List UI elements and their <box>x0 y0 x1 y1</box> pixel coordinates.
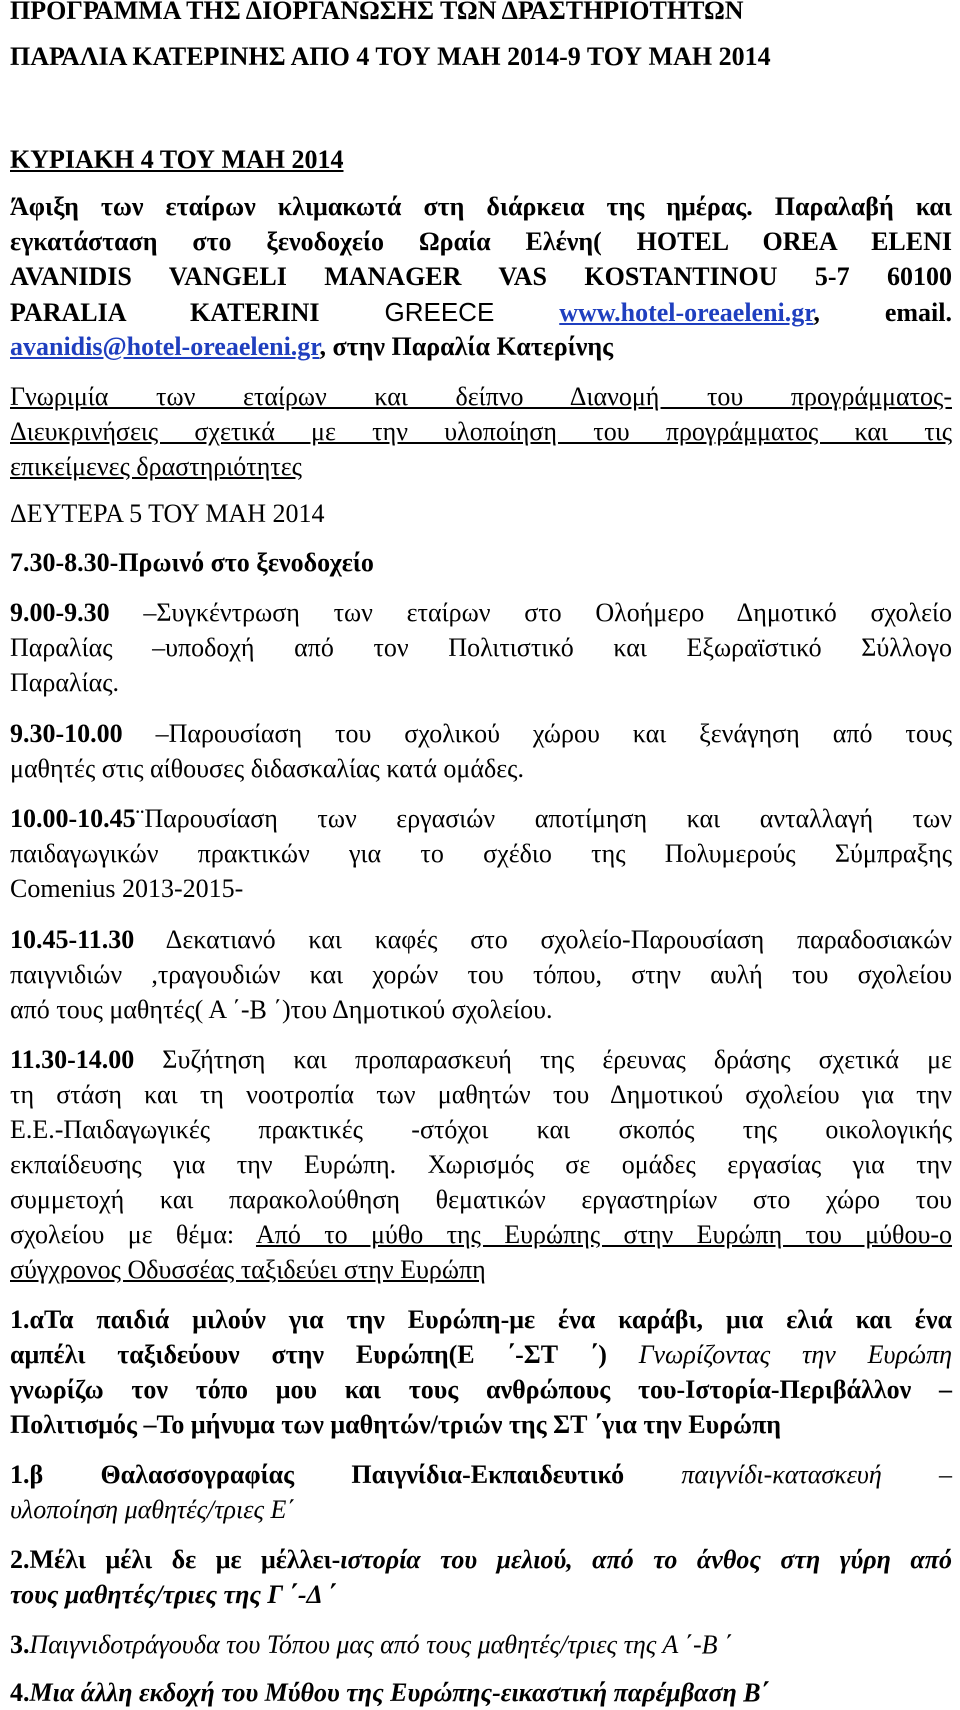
workshop-1a-title: αμπέλι ταξιδεύουν στην Ευρώπη(Ε ΄-ΣΤ ΄) <box>10 1340 639 1369</box>
session-snack-line-1 <box>10 923 952 957</box>
hotel-website-link[interactable]: www.hotel-oreaeleni.gr <box>559 298 814 327</box>
workshop-1a-line-3: γνωρίζω τον τόπο μου και τους ανθρώπους του-Ιστορία-Περιβάλλον – <box>10 1375 952 1404</box>
session-tour-time: 9.30-10.00 <box>10 719 123 748</box>
session-presentation-time: 10.00-10.45 <box>10 804 136 833</box>
session-gathering-text: –Συγκέντρωση των εταίρων στο Ολοήμερο Δημοτικό σχολείο <box>109 598 952 627</box>
workshop-1b-line-1 <box>10 1458 952 1492</box>
workshop-2-title: 2.Μέλι μέλι δε με μέλλει- <box>10 1545 341 1574</box>
session-discussion-line-6 <box>10 1218 952 1252</box>
session-discussion-line-3: Ε.Ε.-Παιδαγωγικές πρακτικές -στόχοι και σκοπός της οικολογικής <box>10 1115 952 1144</box>
session-breakfast <box>10 546 952 580</box>
workshop-4-text: Μια άλλη εκδοχή του Μύθου της Ευρώπης-εικαστική παρέμβαση Β΄ <box>29 1678 770 1707</box>
workshop-3-number: 3. <box>10 1630 30 1659</box>
workshop-2-line-1 <box>10 1543 952 1577</box>
monday-heading: ΔΕΥΤΕΡΑ 5 ΤΟΥ ΜΑΗ 2014 <box>10 499 325 528</box>
session-tour-text: –Παρουσίαση του σχολικού χώρου και ξενάγηση από τους <box>122 719 952 748</box>
arrival-country: GREECE <box>384 297 495 327</box>
workshop-4-number: 4. <box>10 1678 30 1707</box>
document-subtitle: ΠΑΡΑΛΙΑ ΚΑΤΕΡΙΝΗΣ ΑΠΟ 4 ΤΟΥ ΜΑΗ 2014-9 ΤΟΥ ΜΑΗ 2014 <box>10 42 771 71</box>
session-presentation-text: ¨Παρουσίαση των εργασιών αποτίμηση και ανταλλαγή των <box>135 804 952 833</box>
document-title: ΠΡΟΓΡΑΜΜΑ ΤΗΣ ΔΙΟΡΓΑΝΩΣΗΣ ΤΩΝ ΔΡΑΣΤΗΡΙΟΤΗΤΩΝ <box>10 0 744 25</box>
session-discussion-text: Συζήτηση και προπαρασκευή της έρευνας δράσης σχετικά με <box>134 1045 952 1074</box>
session-snack-text: Δεκατιανό και καφές στο σχολείο-Παρουσίαση παραδοσιακών <box>134 925 952 954</box>
session-presentation-line-1 <box>10 802 952 836</box>
arrival-line-3: AVANIDIS VANGELI MANAGER VAS KOSTANTINOU 5-7 60100 <box>10 262 952 291</box>
workshop-4-line <box>10 1676 952 1710</box>
arrival-line-1: Άφιξη των εταίρων κλιμακωτά στη διάρκεια της ημέρας. Παραλαβή και <box>10 192 952 221</box>
session-gathering-line-3: Παραλίας. <box>10 668 120 697</box>
workshop-3-text: Παιγνιδοτράγουδα του Τόπου μας από τους μαθητές/τριες της Α ΄-Β ΄ <box>29 1630 733 1659</box>
session-discussion-line-2: τη στάση και τη νοοτροπία των μαθητών του Δημοτικού σχολείου για την <box>10 1080 952 1109</box>
session-presentation-line-3: Comenius 2013-2015- <box>10 874 244 903</box>
session-discussion-time: 11.30-14.00 <box>10 1045 135 1074</box>
email-label: , email. <box>813 298 952 327</box>
session-tour-line-2: μαθητές στις αίθουσες διδασκαλίας κατά ομάδες. <box>10 754 524 783</box>
session-snack-line-3: από τους μαθητές( Α ΄-Β ΄)του Δημοτικού σχολείου. <box>10 995 553 1024</box>
session-presentation-line-2: παιδαγωγικών πρακτικών για το σχέδιο της Πολυμερούς Σύμπραξης <box>10 839 952 868</box>
session-discussion-line-7: σύγχρονος Οδυσσέας ταξιδεύει στην Ευρώπη <box>10 1255 486 1284</box>
arrival-line-5 <box>10 330 952 364</box>
workshop-3-line <box>10 1628 952 1662</box>
session-gathering-line-1 <box>10 596 952 630</box>
arrival-text: PARALIA KATERINI <box>10 298 385 327</box>
session-gathering-line-2: Παραλίας –υποδοχή από τον Πολιτιστικό και Εξωραϊστικό Σύλλογο <box>10 633 952 662</box>
session-discussion-theme: Από το μύθο της Ευρώπης στην Ευρώπη του μύθου-ο <box>255 1220 952 1249</box>
workshop-1b-line-2: υλοποίηση μαθητές/τριες Ε΄ <box>10 1495 296 1524</box>
workshop-2-subtitle: ιστορία του μελιού, από το άνθος στη γύρη από <box>340 1545 952 1574</box>
session-discussion-line-5: συμμετοχή και παρακολούθηση θεματικών εργαστηρίων στο χώρο του <box>10 1185 952 1214</box>
session-snack-line-2: παιγνιδιών ,τραγουδιών και χορών του τόπου, στην αυλή του σχολείου <box>10 960 952 989</box>
workshop-1a-line-4: Πολιτισμός –Το μήνυμα των μαθητών/τριών της ΣΤ ΄για την Ευρώπη <box>10 1410 782 1439</box>
workshop-1a-line-2 <box>10 1338 952 1372</box>
workshop-1a-line-1: 1.αΤα παιδιά μιλούν για την Ευρώπη-με ένα καράβι, μια ελιά και ένα <box>10 1305 952 1334</box>
session-discussion-line-4: εκπαίδευσης για την Ευρώπη. Χωρισμός σε ομάδες εργασίας για την <box>10 1150 952 1179</box>
session-gathering-time: 9.00-9.30 <box>10 598 110 627</box>
session-breakfast-text: 7.30-8.30-Πρωινό στο ξενοδοχείο <box>10 548 374 577</box>
workshop-1b-subtitle: παιγνίδι-κατασκευή – <box>681 1460 952 1489</box>
sunday-heading: ΚΥΡΙΑΚΗ 4 ΤΟΥ ΜΑΗ 2014 <box>10 145 344 174</box>
session-snack-time: 10.45-11.30 <box>10 925 135 954</box>
meeting-line-3: επικείμενες δραστηριότητες <box>10 452 302 481</box>
workshop-1a-subtitle: Γνωρίζοντας την Ευρώπη <box>638 1340 952 1369</box>
meeting-line-2: Διευκρινήσεις σχετικά με την υλοποίηση του προγράμματος και τις <box>10 417 952 446</box>
arrival-line-4 <box>10 295 952 330</box>
meeting-line-1: Γνωριμία των εταίρων και δείπνο Διανομή του προγράμματος- <box>10 382 952 411</box>
workshop-1b-title: 1.β Θαλασσογραφίας Παιγνίδια-Εκπαιδευτικό <box>10 1460 682 1489</box>
arrival-line-2: εγκατάσταση στο ξενοδοχείο Ωραία Ελένη( HOTEL OREA ELENI <box>10 227 952 256</box>
session-tour-line-1 <box>10 717 952 751</box>
session-discussion-theme-label: σχολείου με θέμα: <box>10 1220 256 1249</box>
session-discussion-line-1 <box>10 1043 952 1077</box>
workshop-2-line-2: τους μαθητές/τριες της Γ ΄-Δ ΄ <box>10 1580 337 1609</box>
arrival-location: , στην Παραλία Κατερίνης <box>319 332 614 361</box>
hotel-email-link[interactable]: avanidis@hotel-oreaeleni.gr <box>10 332 320 361</box>
